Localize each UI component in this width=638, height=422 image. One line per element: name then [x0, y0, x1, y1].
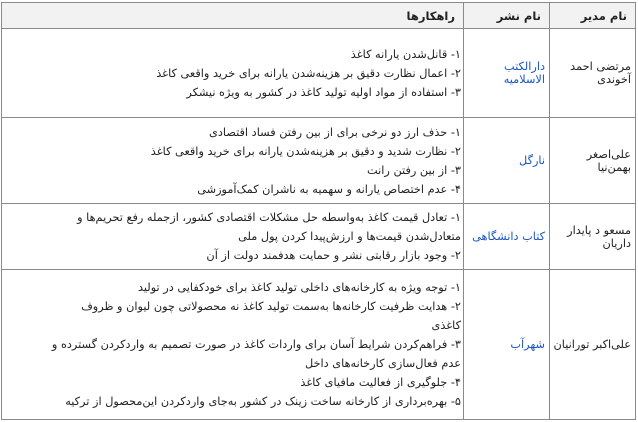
manager-cell: مرتضی احمد آخوندی — [550, 29, 636, 118]
solution-line: متعادل‌شدن قیمت‌ها و ارزش‌پیدا کردن پول ملی — [238, 230, 461, 243]
solution-line: ۳- فراهم‌کردن شرایط آسان برای واردات کاغذ در صورت تصمیم به واردکردن گسترده و — [51, 338, 461, 351]
solutions-cell — [2, 204, 464, 270]
solution-line: عدم فعال‌سازی کارخانه‌های داخل — [305, 357, 461, 370]
publisher-cell — [464, 29, 550, 118]
solution-line: ۲- نظارت شدید و دقیق بر هزینه‌شدن یارانه برای خرید واقعی کاغذ — [150, 144, 461, 158]
table-row — [2, 270, 636, 420]
table-row — [2, 29, 636, 118]
header-manager: نام مدیر — [550, 3, 636, 29]
publisher-link[interactable]: کتاب دانشگاهی — [472, 230, 545, 243]
publisher-cell — [464, 118, 550, 204]
solution-line: ۱- حذف ارز دو نرخی برای از بین رفتن فساد اقتصادی — [209, 125, 461, 139]
manager-cell: علی‌اکبر تورانیان — [550, 270, 636, 420]
solutions-cell — [2, 118, 464, 204]
solution-line: ۱- قانل‌شدن یارانه کاغذ — [350, 47, 461, 61]
solution-line: ۲- هدایت ظرفیت کارخانه‌ها به‌سمت تولید کاغذ نه محصولاتی چون لیوان و ظروف — [81, 300, 461, 313]
publisher-link[interactable]: شهرآب — [510, 338, 545, 351]
solution-line: ۵- بهره‌برداری از کارخانه ساخت زینک در کشور به‌جای واردکردن این‌محصول از ترکیه — [65, 395, 461, 408]
publisher-link[interactable]: دارالکتب الاسلامیه — [503, 60, 545, 86]
solution-line: کاغذی — [431, 319, 461, 332]
publisher-cell — [464, 270, 550, 420]
publisher-cell — [464, 204, 550, 270]
solution-line: ۴- جلوگیری از فعالیت مافیای کاغذ — [300, 376, 461, 389]
header-publisher: نام نشر — [464, 3, 550, 29]
solution-line: ۲- اعمال نظارت دقیق بر هزینه‌شدن یارانه برای خرید واقعی کاغذ — [156, 66, 461, 80]
solution-line: ۱- تعادل قیمت کاغذ به‌واسطه حل مشکلات اقتصادی کشور، ازجمله رفع تحریم‌ها و — [77, 211, 461, 224]
solution-line: ۳- از بین رفتن رانت — [367, 163, 461, 177]
manager-cell: مسعو د پایدار داریان — [550, 204, 636, 270]
manager-cell: علی‌اصغر بهمن‌نیا — [550, 118, 636, 204]
solution-line: ۲- وجود بازار رقابتی نشر و حمایت هدفمند دولت از آن — [206, 249, 461, 262]
table-row — [2, 204, 636, 270]
solutions-cell — [2, 270, 464, 420]
header-solutions: راهکارها — [2, 3, 464, 29]
solutions-cell — [2, 29, 464, 118]
header-row — [2, 3, 636, 29]
solution-line: ۴- عدم اختصاص یارانه و سهمیه به ناشران کمک‌آموزشی — [197, 182, 461, 196]
solution-line: ۱- توجه ویژه به کارخانه‌های داخلی تولید کاغذ برای خودکفایی در تولید — [137, 281, 461, 294]
table-row — [2, 118, 636, 204]
publisher-link[interactable]: نارگل — [519, 154, 545, 167]
publishers-table — [1, 2, 636, 420]
solution-line: ۳- استفاده از مواد اولیه تولید کاغذ در کشور به ویژه نیشکر — [186, 85, 461, 99]
